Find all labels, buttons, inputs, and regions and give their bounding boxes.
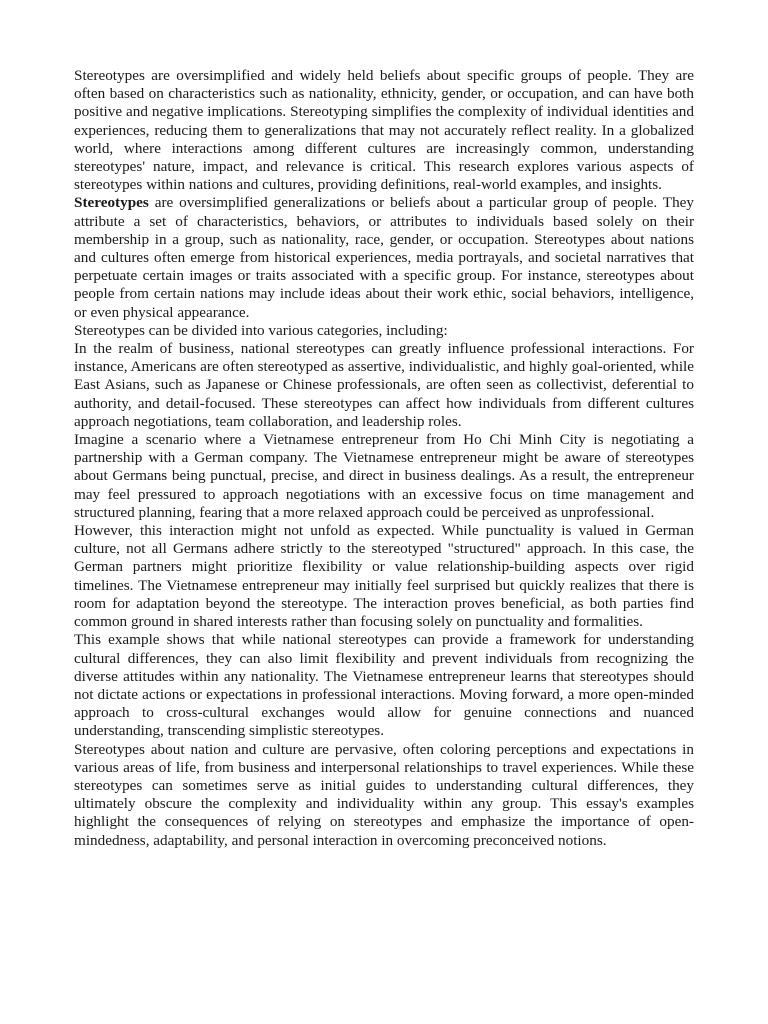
document-body [74,67,694,850]
paragraph-categories: Stereotypes can be divided into various categories, including: [74,321,448,339]
paragraph-definition [74,194,694,321]
paragraph-business: In the realm of business, national stereotypes can greatly influence professional interactions. For instance, Americans are often stereotyped as assertive, individualistic, and highly goal-oriented, while East Asians, such as Japanese or Chinese professionals, are often seen as collectivist, deferential to authority, and detail-focused. These stereotypes can affect how individuals from different cultures approach negotiations, team collaboration, and leadership roles. [74,340,694,430]
definition-text: are oversimplified generalizations or beliefs about a particular group of people. They attribute a set of characteristics, behaviors, or attributes to individuals based solely on their membership in a group, such as nationality, race, gender, or occupation. Stereotypes about nations and cultures often emerge from historical experiences, media portrayals, and societal narratives that perpetuate certain images or traits associated with a specific group. For instance, stereotypes about people from certain nations may include ideas about their work ethic, social behaviors, intelligence, or even physical appearance. [74,194,694,321]
paragraph-lesson: This example shows that while national stereotypes can provide a framework for understanding cultural differences, they can also limit flexibility and prevent individuals from recognizing the diverse attitudes within any nationality. The Vietnamese entrepreneur learns that stereotypes should not dictate actions or expectations in professional interactions. Moving forward, a more open-minded approach to cross-cultural exchanges would allow for genuine connections and nuanced understanding, transcending simplistic stereotypes. [74,631,694,740]
definition-term: Stereotypes [74,194,149,212]
paragraph-intro: Stereotypes are oversimplified and widely held beliefs about specific groups of people. They are often based on characteristics such as nationality, ethnicity, gender, or occupation, and can have both positive and negative implications. Stereotyping simplifies the complexity of individual identities and experiences, reducing them to generalizations that may not accurately reflect reality. In a globalized world, where interactions among different cultures are increasingly common, understanding stereotypes' nature, impact, and relevance is critical. This research explores various aspects of stereotypes within nations and cultures, providing definitions, real-world examples, and insights. [74,67,694,194]
paragraph-conclusion: Stereotypes about nation and culture are pervasive, often coloring perceptions and expectations in various areas of life, from business and interpersonal relationships to travel experiences. While these stereotypes can sometimes serve as initial guides to understanding cultural differences, they ultimately obscure the complexity and individuality within any group. This essay's examples highlight the consequences of relying on stereotypes and emphasize the importance of open-mindedness, adaptability, and personal interaction in overcoming preconceived notions. [74,740,694,849]
paragraph-interaction: However, this interaction might not unfold as expected. While punctuality is valued in German culture, not all Germans adhere strictly to the stereotyped "structured" approach. In this case, the German partners might prioritize flexibility or value relationship-building aspects over rigid timelines. The Vietnamese entrepreneur may initially feel surprised but quickly realizes that there is room for adaptation beyond the stereotype. The interaction proves beneficial, as both parties find common ground in shared interests rather than focusing solely on punctuality and formalities. [74,522,694,631]
paragraph-scenario: Imagine a scenario where a Vietnamese entrepreneur from Ho Chi Minh City is negotiating a partnership with a German company. The Vietnamese entrepreneur might be aware of stereotypes about Germans being punctual, precise, and direct in business dealings. As a result, the entrepreneur may feel pressured to approach negotiations with an excessive focus on time management and structured planning, fearing that a more relaxed approach could be perceived as unprofessional. [74,431,694,521]
